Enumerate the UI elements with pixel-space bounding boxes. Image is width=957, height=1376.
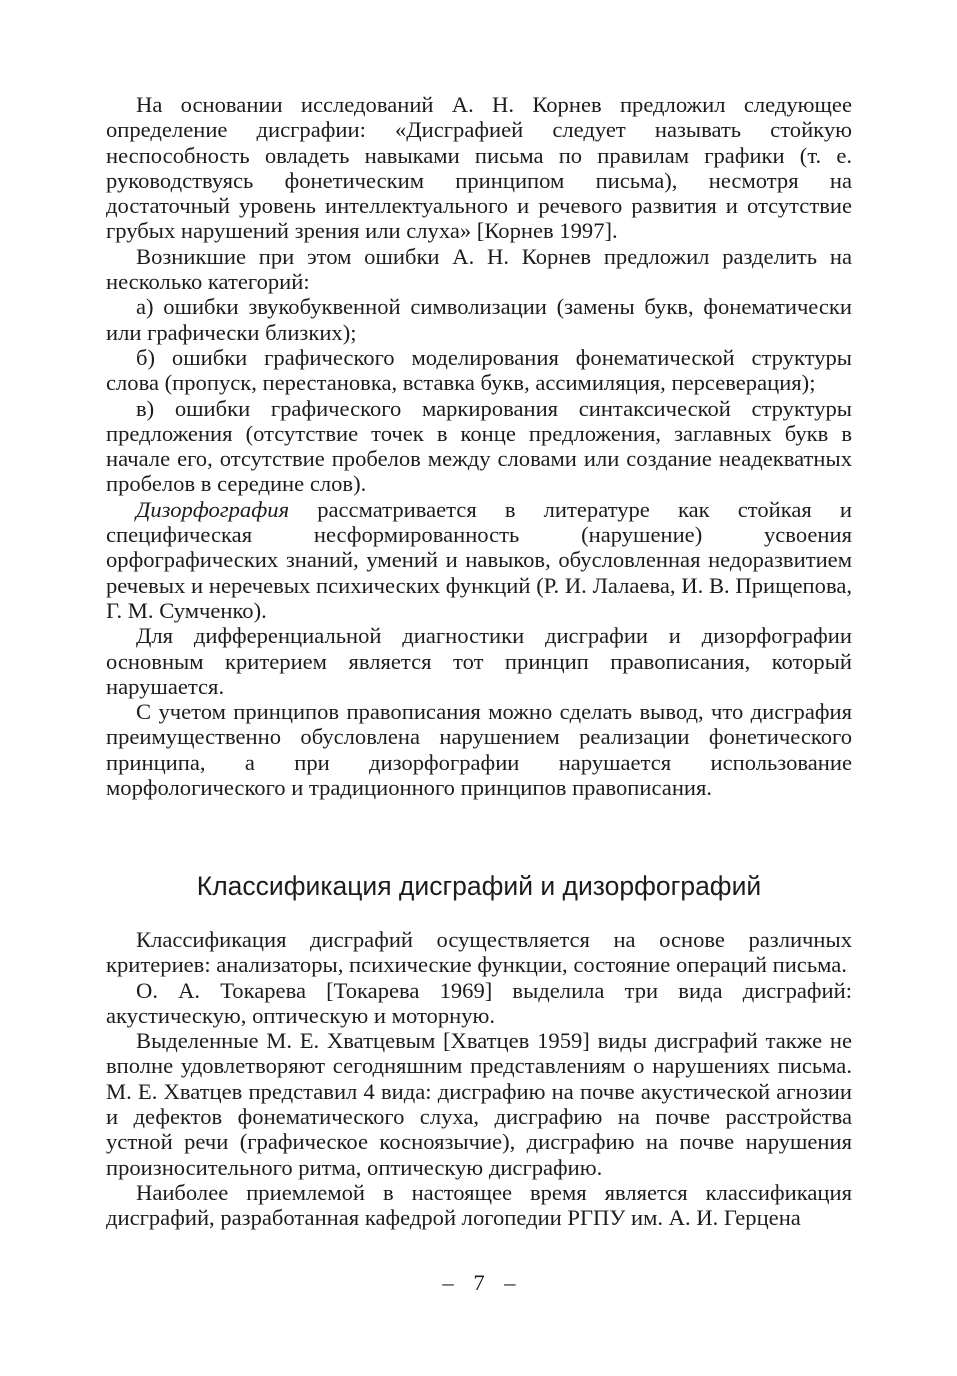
paragraph-classification-criteria: Классификация дисграфий осуществляется на основе различных критериев: анализаторы, психические функции, состояние операций письма. — [106, 927, 852, 978]
paragraph-dysorthography — [106, 497, 852, 623]
page-number: – 7 – — [442, 1270, 516, 1295]
list-item-b: б) ошибки графического моделирования фонематической структуры слова (пропуск, перестановка, вставка букв, ассимиляция, персеверация); — [106, 344, 852, 396]
list-item-a: а) ошибки звукобуквенной символизации (замены букв, фонематически или графически близких); — [106, 294, 852, 345]
paragraph-dysorthography-text: рассматривается в литературе как стойкая и специфическая несформированность (нарушение) усвоения орфографических знаний, умений и навыков, обусловленная недоразвитием речевых и неречевых психических функций (Р. И. Лалаева, И. В. Прищепова, Г. М. Сумченко). — [106, 496, 852, 623]
paragraph-rgpu-classification: Наиболее приемлемой в настоящее время является классификация дисграфий, разработанная кафедрой логопедии РГПУ им. А. И. Герцена — [106, 1179, 852, 1231]
paragraph-differential-diagnosis: Для дифференциальной диагностики дисграфии и дизорфографии основным критерием является тот принцип правописания, который нарушается. — [106, 623, 852, 699]
section-heading: Классификация дисграфий и дизорфографий — [196, 871, 762, 901]
paragraph-conclusion: С учетом принципов правописания можно сделать вывод, что дисграфия преимущественно обусловлена нарушением реализации фонетического принципа, а при дизорфографии нарушается использование морфологического и традиционного принципов правописания. — [106, 699, 852, 801]
intro-text-block — [106, 92, 852, 800]
paragraph-tokareva: О. А. Токарева [Токарева 1969] выделила три вида дисграфий: акустическую, оптическую и моторную. — [106, 977, 852, 1028]
classification-text-block — [106, 927, 852, 1231]
term-dysorthography: Дизорфография — [136, 496, 290, 522]
list-item-c: в) ошибки графического маркирования синтаксической структуры предложения (отсутствие точек в конце предложения, заглавных букв в начале его, отсутствие пробелов между словами или создание неадекватных пробелов в середине слов). — [106, 395, 852, 497]
paragraph-error-categories: Возникшие при этом ошибки А. Н. Корнев предложил разделить на несколько категорий: — [106, 243, 852, 295]
paragraph-korneev-definition: На основании исследований А. Н. Корнев предложил следующее определение дисграфии: «Дисграфией следует называть стойкую неспособность овладеть навыками письма по правилам графики (т. е. руководствуясь фонетическим принципом письма), несмотря на достаточный уровень интеллектуального и речевого развития и отсутствие грубых нарушений зрения или слуха» [Корнев 1997]. — [106, 92, 852, 244]
paragraph-khvattsev: Выделенные М. Е. Хватцевым [Хватцев 1959] виды дисграфий также не вполне удовлетворяют сегодняшним представлениям о нарушениях письма. М. Е. Хватцев представил 4 вида: дисграфию на почве акустической агнозии и дефектов фонематического слуха, дисграфию на почве расстройства устной речи (графическое косноязычие), дисграфию на почве нарушения произносительного ритма, оптическую дисграфию. — [106, 1028, 852, 1180]
